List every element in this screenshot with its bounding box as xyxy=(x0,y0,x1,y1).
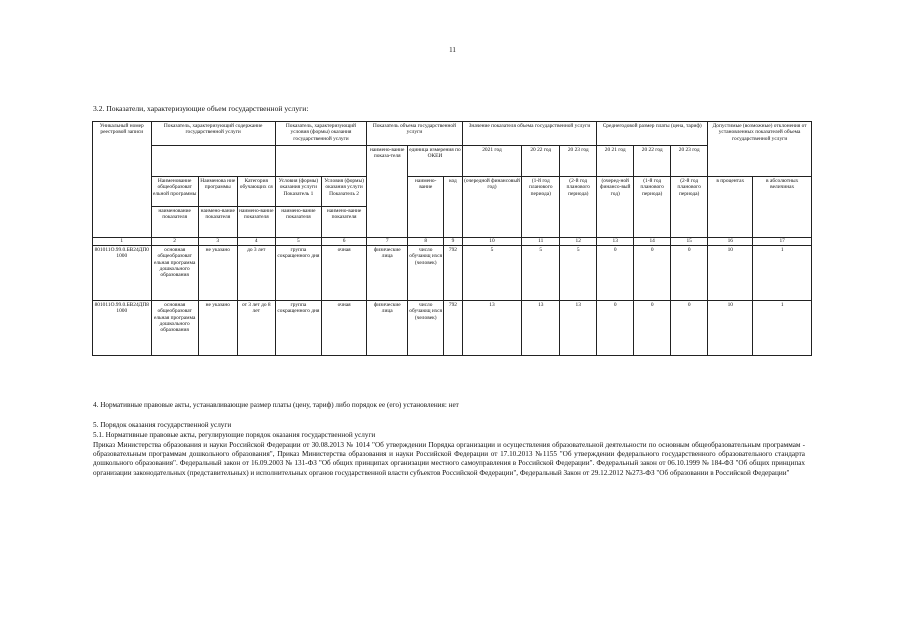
cell-form: группа сокращенного дня xyxy=(275,246,321,301)
cell-program: основная общеобразоват ельная программа дошкольного образования xyxy=(151,246,198,301)
header-value-plan-2: (2-й год планового периода) xyxy=(560,177,597,238)
column-number: 13 xyxy=(597,238,634,246)
paragraph-5-1-text: Приказ Министерства образования и науки Российской Федерации от 30.08.2013 № 1014 "Об утверждении Порядка организации и осуществления образовательной деятельности по основным общеобразовательным программам - образовательным программам дошкольного образования", Приказ Министерства образования и науки Российской Федерации от 17.10.2013 №1155 "Об утверждении федерального государственного образовательного стандарта дошкольного образования". Федеральный закон от 16.09.2003 № 131-ФЗ "Об общих принципах организации местного самоуправления в Российской Федерации". Федеральный закон от 06.10.1999 № 184-ФЗ "Об общих принципах организации законодательных (представительных) и исполнительных органов государственной власти субъектов Российской Федерации", Федеральный Закон от 29.12.2012 №273-ФЗ "Об образовании в Российской Федерации" xyxy=(93,441,805,477)
header-price-current-year: (очеред-ной финансо-вый год) xyxy=(597,177,634,238)
cell-indicator: физические лица xyxy=(367,301,408,356)
header-deviation-absolute: в абсолютных величинах xyxy=(753,177,812,238)
header-price-year-2022: 20 22 год xyxy=(634,146,671,177)
cell-deviation-percent: 10 xyxy=(708,301,753,356)
column-number: 1 xyxy=(93,238,152,246)
header-unit-code: код xyxy=(444,177,463,238)
cell-code: 792 xyxy=(444,246,463,301)
header-conditions-indicator: Показатель, характеризующий условия (формы) оказания государственной услуги xyxy=(275,122,366,146)
header-year-2021: 2021 год xyxy=(462,146,522,177)
column-number: 4 xyxy=(237,238,275,246)
paragraph-5-1-heading: 5.1. Нормативные правовые акты, регулирующие порядок оказания государственной услуги xyxy=(93,431,376,439)
column-number: 6 xyxy=(321,238,366,246)
cell-category: до 3 лет xyxy=(237,246,275,301)
cell-value-2021: 5 xyxy=(462,246,522,301)
subheader-category-indicator: наимено-вание показателя xyxy=(237,207,275,238)
column-number: 12 xyxy=(560,238,597,246)
cell-form-2: очная xyxy=(321,246,366,301)
cell-price-2021: 0 xyxy=(597,301,634,356)
cell-category: от 3 лет до 8 лет xyxy=(237,301,275,356)
header-value-plan-1: (1-й год планового периода) xyxy=(522,177,560,238)
paragraph-5-service-procedure: 5. Порядок оказания государственной услуги xyxy=(93,421,232,429)
cell-code: 792 xyxy=(444,301,463,356)
subheader-program-name-indicator: наимено-вание показателя xyxy=(198,207,237,238)
column-number: 15 xyxy=(671,238,708,246)
column-number: 16 xyxy=(708,238,753,246)
cell-value-2022: 5 xyxy=(522,246,560,301)
cell-program-name: не указано xyxy=(198,301,237,356)
column-number: 9 xyxy=(444,238,463,246)
column-number: 7 xyxy=(367,238,408,246)
subheader-condition-2-indicator: наимено-вание показателя xyxy=(321,207,366,238)
header-volume-value: Значение показателя объема государственной услуги xyxy=(462,122,597,146)
column-number: 8 xyxy=(408,238,444,246)
cell-value-2023: 5 xyxy=(560,246,597,301)
header-average-price: Среднегодовой размер платы (цена, тариф) xyxy=(597,122,708,146)
cell-form: группа сокращенного дня xyxy=(275,301,321,356)
column-number: 14 xyxy=(634,238,671,246)
header-content-indicator: Показатель, характеризующий содержание государственной услуги xyxy=(151,122,275,146)
column-number: 11 xyxy=(522,238,560,246)
table-row xyxy=(93,301,812,356)
header-value-current-year: (очередной финансовый год) xyxy=(462,177,522,238)
table-row xyxy=(93,246,812,301)
cell-unit: число обучающ ихся (человек) xyxy=(408,246,444,301)
column-number: 5 xyxy=(275,238,321,246)
cell-program: основная общеобразоват ельная программа дошкольного образования xyxy=(151,301,198,356)
header-condition-1: Условия (формы) оказания услуги Показатель 1 xyxy=(275,177,321,207)
cell-record-id: 801011О.99.0.БВ24ДП81000 xyxy=(93,301,152,356)
header-content-spacer xyxy=(151,146,275,177)
cell-price-2023: 0 xyxy=(671,301,708,356)
header-conditions-spacer xyxy=(275,146,366,177)
page-number: 11 xyxy=(449,46,456,54)
header-program-name: Наименова ние программы xyxy=(198,177,237,207)
column-number: 2 xyxy=(151,238,198,246)
subheader-condition-1-indicator: наимено-вание показателя xyxy=(275,207,321,238)
cell-indicator: физические лица xyxy=(367,246,408,301)
cell-deviation-absolute: 1 xyxy=(753,246,812,301)
subheader-program-indicator: наименование показателя xyxy=(151,207,198,238)
column-number: 17 xyxy=(753,238,812,246)
header-price-year-2023: 20 23 год xyxy=(671,146,708,177)
cell-record-id: 801011О.99.0.БВ24ДП01000 xyxy=(93,246,152,301)
cell-price-2022: 0 xyxy=(634,246,671,301)
header-year-2023: 20 23 год xyxy=(560,146,597,177)
cell-value-2022: 13 xyxy=(522,301,560,356)
column-number: 10 xyxy=(462,238,522,246)
header-year-2022: 20 22 год xyxy=(522,146,560,177)
cell-price-2022: 0 xyxy=(634,301,671,356)
header-price-plan-1: (1-й год планового периода) xyxy=(634,177,671,238)
column-number: 3 xyxy=(198,238,237,246)
header-unit-okei: единица измерения по ОКЕИ xyxy=(408,146,462,177)
header-student-category: Категория обучающих ся xyxy=(237,177,275,207)
header-condition-2: Условия (формы) оказания услуги Показатель 2 xyxy=(321,177,366,207)
section-title: 3.2. Показатели, характеризующие объем государственной услуги: xyxy=(93,104,309,113)
cell-program-name: не указано xyxy=(198,246,237,301)
cell-price-2021: 0 xyxy=(597,246,634,301)
header-volume-indicator: Показатель объема государственной услуги xyxy=(367,122,463,146)
header-program: Наименование общеобразоват ельной программы xyxy=(151,177,198,207)
header-volume-name: наимено-вание показа-теля xyxy=(367,146,408,238)
header-unit-name: наимено-вание xyxy=(408,177,444,238)
cell-value-2023: 13 xyxy=(560,301,597,356)
volume-indicators-table xyxy=(92,121,812,356)
cell-deviation-percent: 10 xyxy=(708,246,753,301)
header-allowed-deviation: Допустимые (возможные) отклонения от установленных показателей объема государственной услуги xyxy=(708,122,812,177)
header-unique-number: Уникальный номер реестровой записи xyxy=(93,122,152,238)
cell-form-2: очная xyxy=(321,301,366,356)
column-numbers-row xyxy=(93,238,812,246)
cell-value-2021: 13 xyxy=(462,301,522,356)
cell-deviation-absolute: 1 xyxy=(753,301,812,356)
header-price-year-2021: 20 21 год xyxy=(597,146,634,177)
header-price-plan-2: (2-й год планового периода) xyxy=(671,177,708,238)
paragraph-4-fee-acts: 4. Нормативные правовые акты, устанавливающие размер платы (цену, тариф) либо порядок ее (его) установления: нет xyxy=(93,401,459,409)
header-deviation-percent: в процентах xyxy=(708,177,753,238)
cell-price-2023: 0 xyxy=(671,246,708,301)
cell-unit: число обучающ ихся (человек) xyxy=(408,301,444,356)
